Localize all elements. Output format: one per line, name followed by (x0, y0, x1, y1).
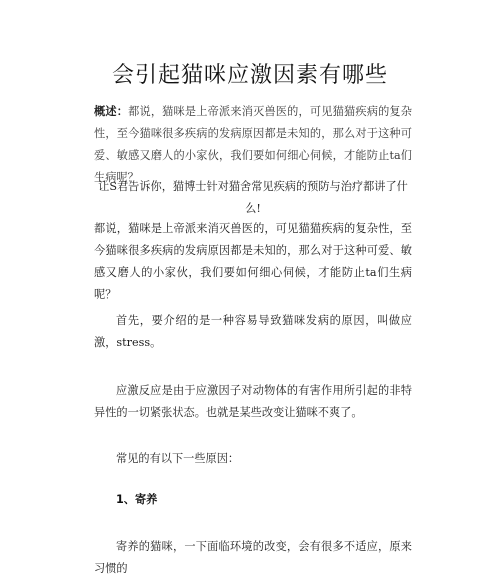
document-title: 会引起猫咪应激因素有哪些 (111, 63, 388, 88)
body-paragraph-4: 常见的有以下一些原因： (116, 452, 240, 465)
body-paragraph-3: 应激反应是由于应激因子对动物体的有害作用所引起的非特异性的一切紧张状态。也就是某些改变让猫咪不爽了。 (94, 384, 412, 419)
body-paragraph-5: 寄养的猫咪，一下面临环境的改变，会有很多不适应，原来习惯的 (94, 540, 412, 575)
body-paragraph-2: 首先，要介绍的是一种容易导致猫咪发病的原因，叫做应激，stress。 (94, 314, 412, 349)
section-heading-1: 1、寄养 (116, 493, 158, 506)
body-paragraph-1: 都说，猫咪是上帝派来消灭兽医的，可见猫猫疾病的复杂性，至今猫咪很多疾病的发病原因都是未知的，那么对于这种可爱、敏感又磨人的小家伙，我们要如何细心伺候，才能防止ta们生病呢？ (94, 222, 412, 301)
summary-label: 概述： (94, 104, 129, 118)
intro-line: 让S君告诉你，猫博士针对猫舍常见疾病的预防与治疗都讲了什么! (98, 180, 408, 215)
summary-text: 都说，猫咪是上帝派来消灭兽医的，可见猫猫疾病的复杂性，至今猫咪很多疾病的发病原因都是未知的，那么对于这种可爱、敏感又磨人的小家伙，我们要如何细心伺候，才能防止ta们生病呢？ (94, 105, 412, 184)
